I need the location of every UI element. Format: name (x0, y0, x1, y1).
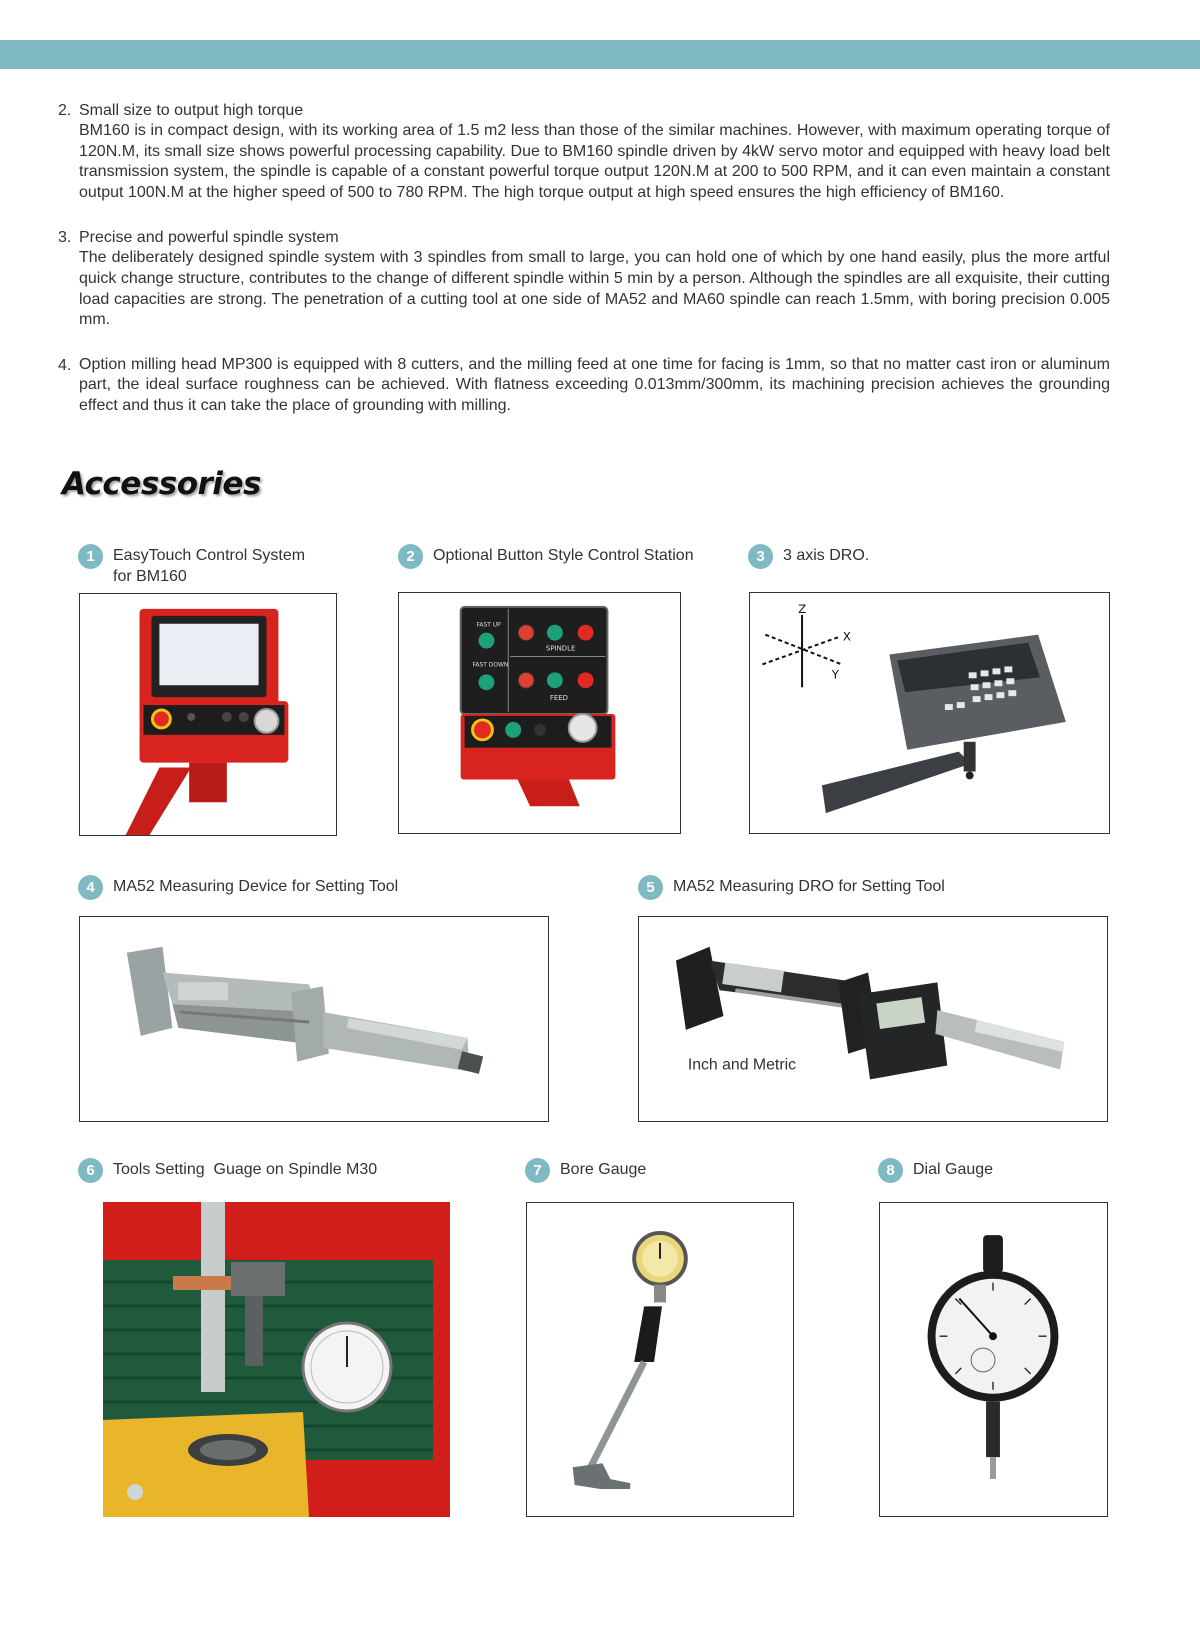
accessory-label-text: Tools Setting Guage on Spindle M30 (113, 1161, 378, 1178)
easytouch-control-illustration (80, 594, 336, 835)
feature-item (58, 227, 1110, 330)
accessory-label-2 (398, 545, 694, 569)
fast-down-text: FAST DOWN (472, 661, 509, 669)
accessory-label-3 (748, 545, 869, 569)
accessory-label-7 (525, 1159, 646, 1183)
button-control-station-illustration (399, 593, 680, 833)
feature-title: Small size to output high torque (79, 102, 304, 119)
item-number-badge: 3 (748, 544, 773, 569)
feature-number: 2. (58, 102, 72, 119)
dro-illustration (750, 593, 1109, 833)
accessory-label-6 (78, 1159, 377, 1183)
accessory-label-text: 3 axis DRO. (783, 547, 870, 564)
inch-metric-caption: Inch and Metric (687, 1056, 797, 1074)
header-band (0, 40, 1200, 69)
bore-gauge-photo (526, 1202, 794, 1517)
accessory-label-text: Bore Gauge (560, 1161, 647, 1178)
dial-gauge-illustration (880, 1203, 1107, 1516)
feature-text: BM160 is in compact design, with its working area of 1.5 m2 less than those of the similar machines. However, with maximum operating torque of 120N.M, its small size shows powerful processing capability. Due to BM160 spindle driven by 4kW servo motor and equipped with heavy load belt transmission system, the spindle is capable of a constant powerful torque output 120N.M at 200 to 500 RPM, and it can even maintain a constant output 100N.M at the higher speed of 500 to 780 RPM. The high torque output at high speed ensures the high efficiency of BM160. (79, 122, 1110, 201)
easytouch-control-photo (79, 593, 337, 836)
fast-up-text: FAST UP (476, 621, 501, 629)
accessory-label-text: Dial Gauge (913, 1161, 994, 1178)
accessory-label-text: MA52 Measuring DRO for Setting Tool (673, 878, 945, 895)
feature-number: 3. (58, 229, 72, 247)
item-number-badge: 8 (878, 1158, 903, 1183)
feature-text: Option milling head MP300 is equipped with 8 cutters, and the milling feed at one time for facing is 1mm, so that no matter cast iron or aluminum part, the ideal surface roughness can be achieved. With flatness exceeding 0.013mm/300mm, its machining precision achieves the grounding effect and thus it can take the place of grounding with milling. (79, 355, 1110, 414)
item-number-badge: 1 (78, 544, 103, 569)
feature-item (58, 100, 1110, 203)
accessory-label-4 (78, 876, 398, 900)
measuring-dro-illustration (639, 917, 1107, 1121)
axis-x-label: X (842, 629, 851, 644)
bore-gauge-illustration (527, 1203, 793, 1516)
measuring-device-illustration (80, 917, 548, 1121)
tools-setting-gauge-illustration (103, 1202, 450, 1517)
accessory-label-8 (878, 1159, 993, 1183)
accessory-label-text: MA52 Measuring Device for Setting Tool (113, 878, 399, 895)
axis-z-label: Z (798, 601, 807, 616)
feature-text: The deliberately designed spindle system with 3 spindles from small to large, you can hold one of which by one hand easily, plus the more artful quick change structure, contributes to the change of different spindle within 5 min by a person. Although the spindles are all exquisite, their cutting load capacities are strong. The penetration of a cutting tool at one side of MA52 and MA60 spindle can reach 1.5mm, with boring precision 0.005 mm. (79, 249, 1110, 329)
spindle-text: SPINDLE (545, 644, 576, 653)
three-axis-dro-photo (749, 592, 1110, 834)
item-number-badge: 6 (78, 1158, 103, 1183)
tools-setting-gauge-photo (103, 1202, 450, 1517)
axis-y-label: Y (831, 667, 840, 682)
accessory-label-text: EasyTouch Control System for BM160 (113, 547, 306, 585)
feature-number: 4. (58, 356, 72, 374)
feed-text: FEED (549, 694, 569, 703)
button-control-station-photo (398, 592, 681, 834)
accessory-label-text: Optional Button Style Control Station (433, 547, 694, 564)
feature-list (58, 100, 1110, 441)
accessories-heading: Accessories (62, 466, 261, 502)
accessory-label-1 (78, 545, 338, 587)
dial-gauge-photo (879, 1202, 1108, 1517)
item-number-badge: 7 (525, 1158, 550, 1183)
measuring-device-photo (79, 916, 549, 1122)
item-number-badge: 5 (638, 875, 663, 900)
item-number-badge: 2 (398, 544, 423, 569)
accessory-label-5 (638, 876, 945, 900)
measuring-dro-photo (638, 916, 1108, 1122)
feature-item (58, 355, 1110, 417)
item-number-badge: 4 (78, 875, 103, 900)
feature-title: Precise and powerful spindle system (79, 229, 339, 247)
